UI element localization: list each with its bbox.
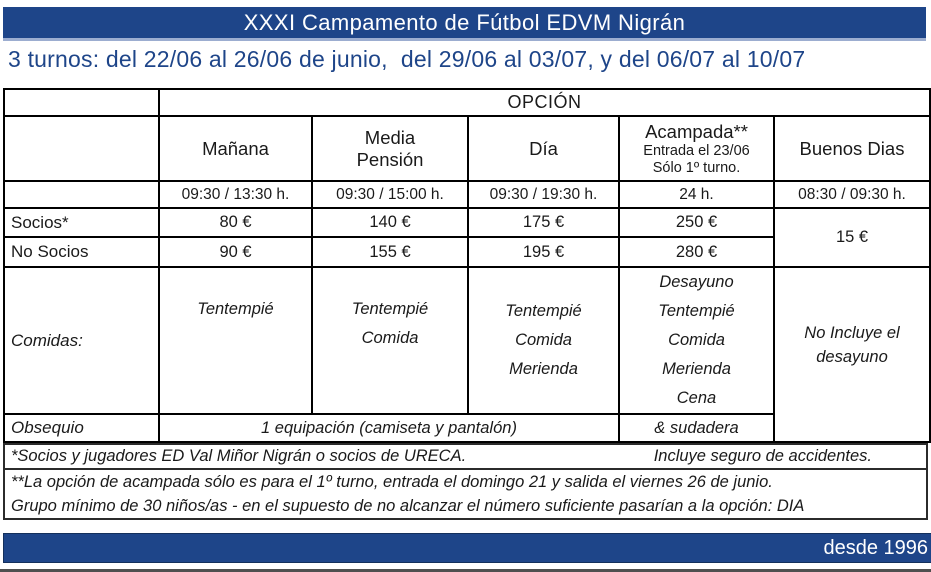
time-cell-dia: 09:30 / 19:30 h. [468, 181, 619, 208]
schedule-row [4, 181, 930, 208]
meals-cell-manana: Tentempié [159, 267, 312, 414]
meals-cell-dia: Tentempié Comida Merienda [468, 267, 619, 414]
turnos-subtitle: 3 turnos: del 22/06 al 26/06 de junio, del 29/06 al 03/07, y del 06/07 al 10/07 [8, 46, 806, 72]
footnotes-box [3, 443, 928, 520]
row-label-no-socios: No Socios [4, 237, 159, 267]
column-header-manana: Mañana [159, 116, 312, 181]
column-header-acampada: Acampada** Entrada el 23/06 Sólo 1º turno. [619, 116, 774, 181]
footnote-socios [5, 445, 926, 470]
time-cell-acampada: 24 h. [619, 181, 774, 208]
row-label-comidas: Comidas: [4, 267, 159, 414]
pricing-table [3, 88, 931, 443]
price-cell: 140 € [312, 208, 468, 237]
meals-cell-acampada: Desayuno Tentempié Comida Merienda Cena [619, 267, 774, 414]
time-cell-media-pension: 09:30 / 15:00 h. [312, 181, 468, 208]
acampada-subnote: Entrada el 23/06 Sólo 1º turno. [643, 142, 750, 176]
blank-corner-cell [4, 181, 159, 208]
column-header-row [4, 116, 930, 181]
column-header-dia: Día [468, 116, 619, 181]
time-cell-manana: 09:30 / 13:30 h. [159, 181, 312, 208]
price-cell: 90 € [159, 237, 312, 267]
time-cell-buenos-dias: 08:30 / 09:30 h. [774, 181, 930, 208]
socios-row [4, 208, 930, 237]
footnote-grupo-minimo: Grupo mínimo de 30 niños/as - en el supuesto de no alcanzar el número suficiente pasarían a la opción: DIA [11, 497, 805, 515]
title-bar [3, 7, 926, 38]
footnote-seguro-text: Incluye seguro de accidentes. [653, 447, 872, 465]
gift-cell-equipacion: 1 equipación (camiseta y pantalón) [159, 414, 619, 442]
opcion-row [4, 89, 930, 116]
footnote-acampada: **La opción de acampada sólo es para el 1º turno, entrada el domingo 21 y salida el viernes 26 de junio. [11, 473, 773, 491]
footnote-socios-text: *Socios y jugadores ED Val Miñor Nigrán o socios de URECA. [11, 447, 467, 465]
row-label-socios: Socios* [4, 208, 159, 237]
price-cell-buenos-dias: 15 € [774, 208, 930, 267]
price-cell: 80 € [159, 208, 312, 237]
buenos-dias-note-cell: No Incluye el desayuno [774, 267, 930, 442]
blank-corner-cell [4, 89, 159, 116]
price-cell: 195 € [468, 237, 619, 267]
footer-bar [3, 533, 931, 563]
blank-corner-cell [4, 116, 159, 181]
price-cell: 155 € [312, 237, 468, 267]
opcion-header: OPCIÓN [159, 89, 930, 116]
price-cell: 250 € [619, 208, 774, 237]
meals-cell-media-pension: Tentempié Comida [312, 267, 468, 414]
price-cell: 175 € [468, 208, 619, 237]
column-header-buenos-dias: Buenos Dias [774, 116, 930, 181]
comidas-row [4, 267, 930, 414]
column-header-media-pension: Media Pensión [312, 116, 468, 181]
price-cell: 280 € [619, 237, 774, 267]
page-title: XXXI Campamento de Fútbol EDVM Nigrán [243, 9, 686, 35]
since-label: desde 1996 [823, 536, 928, 559]
gift-cell-sudadera: & sudadera [619, 414, 774, 442]
row-label-obsequio: Obsequio [4, 414, 159, 442]
